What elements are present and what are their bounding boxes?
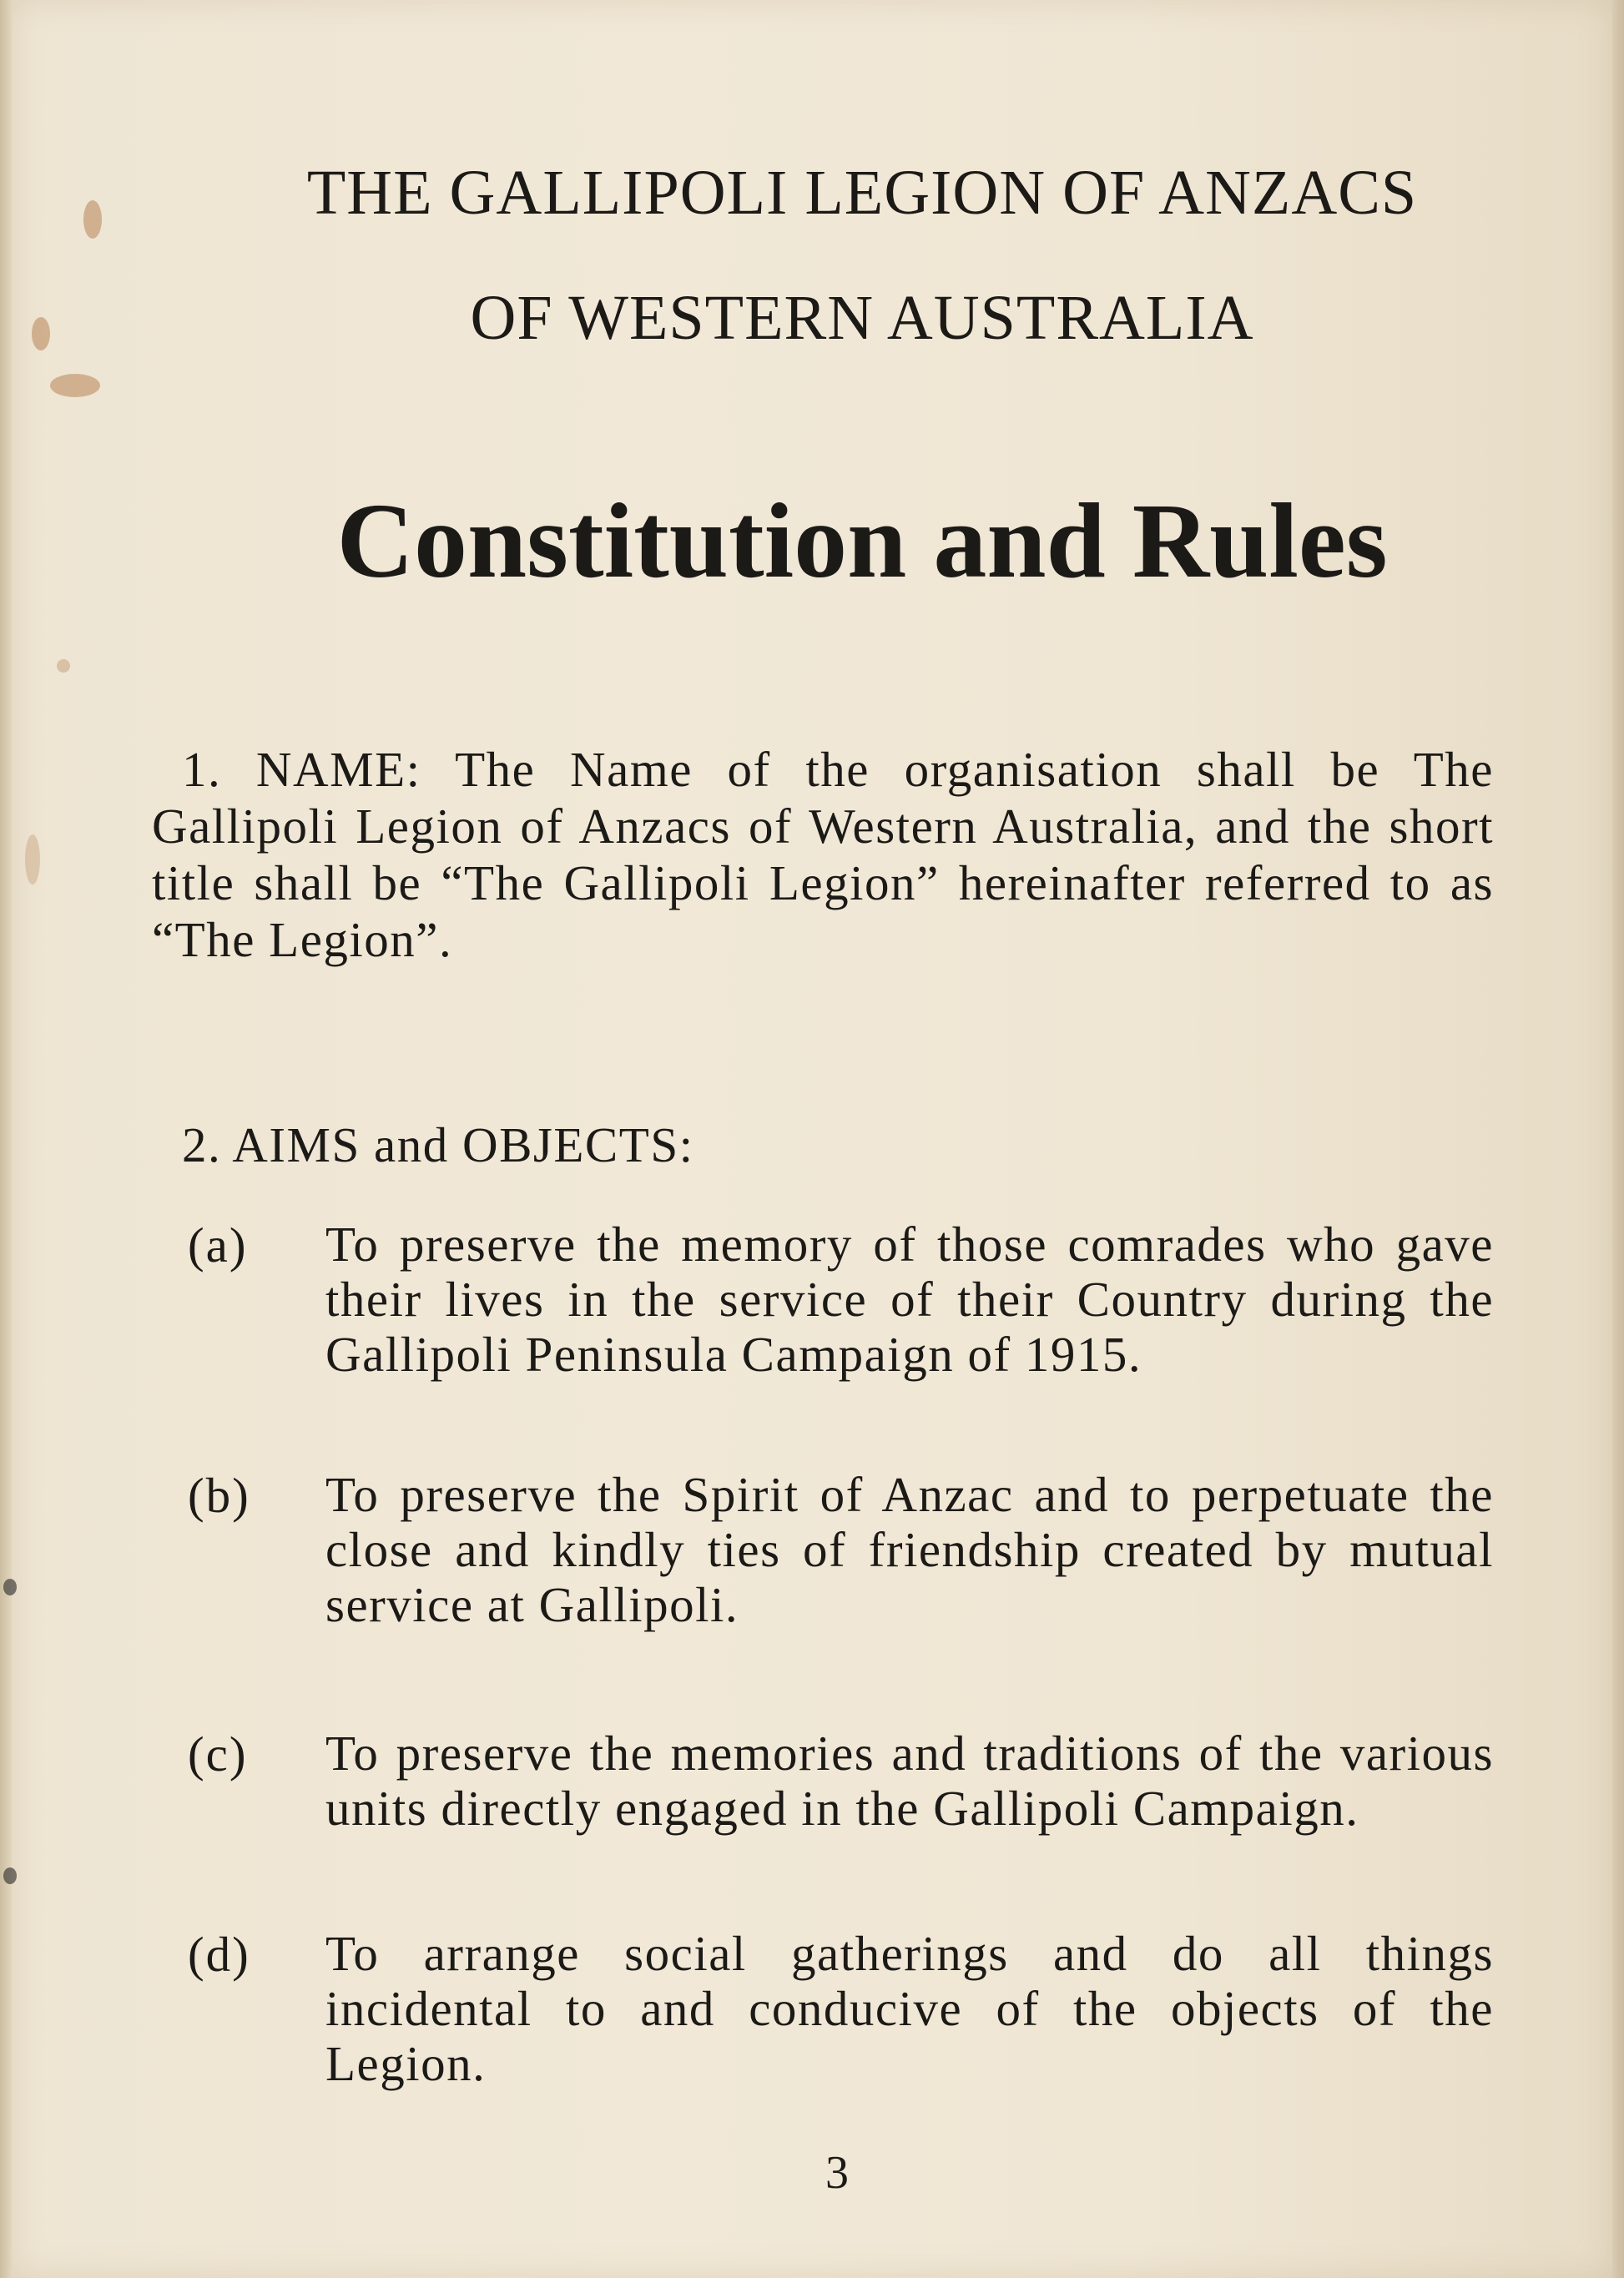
paper-stain — [50, 374, 100, 397]
list-item-text: To arrange social gatherings and do all things incidental to and conducive of the objects of the Legion. — [325, 1926, 1494, 2091]
list-item-text: To preserve the Spirit of Anzac and to perpetuate the close and kindly ties of friendship created by mutual service at Gallipoli. — [325, 1467, 1494, 1632]
list-item-marker: (d) — [188, 1927, 250, 1982]
paper-stain — [32, 317, 50, 350]
rule-1-name: 1. NAME: The Name of the organisation shall be The Gallipoli Legion of Anzacs of Western Australia, and the short title shall be “The Gallipoli Legion” hereinafter referred to as “The Legion”. — [152, 742, 1494, 967]
paper-stain — [57, 659, 70, 673]
list-item-marker: (c) — [188, 1726, 248, 1782]
organisation-title-line-2: OF WESTERN AUSTRALIA — [470, 283, 1254, 353]
list-item-marker: (b) — [188, 1468, 250, 1523]
list-item-text: To preserve the memories and traditions of the various units directly engaged in the Gallipoli Campaign. — [325, 1726, 1494, 1836]
page-number: 3 — [825, 2147, 849, 2199]
rule-2-heading: 2. AIMS and OBJECTS: — [182, 1117, 694, 1172]
organisation-title-line-1: THE GALLIPOLI LEGION OF ANZACS — [306, 158, 1418, 228]
paper-stain — [25, 834, 40, 884]
paper-stain — [3, 1579, 17, 1595]
page-binding-edge — [0, 0, 12, 2278]
list-item-text: To preserve the memory of those comrades who gave their lives in the service of their Country during the Gallipoli Peninsula Campaign of 1915. — [325, 1217, 1494, 1382]
paper-stain — [3, 1867, 17, 1884]
page-title: Constitution and Rules — [336, 481, 1388, 600]
list-item-marker: (a) — [188, 1217, 248, 1273]
